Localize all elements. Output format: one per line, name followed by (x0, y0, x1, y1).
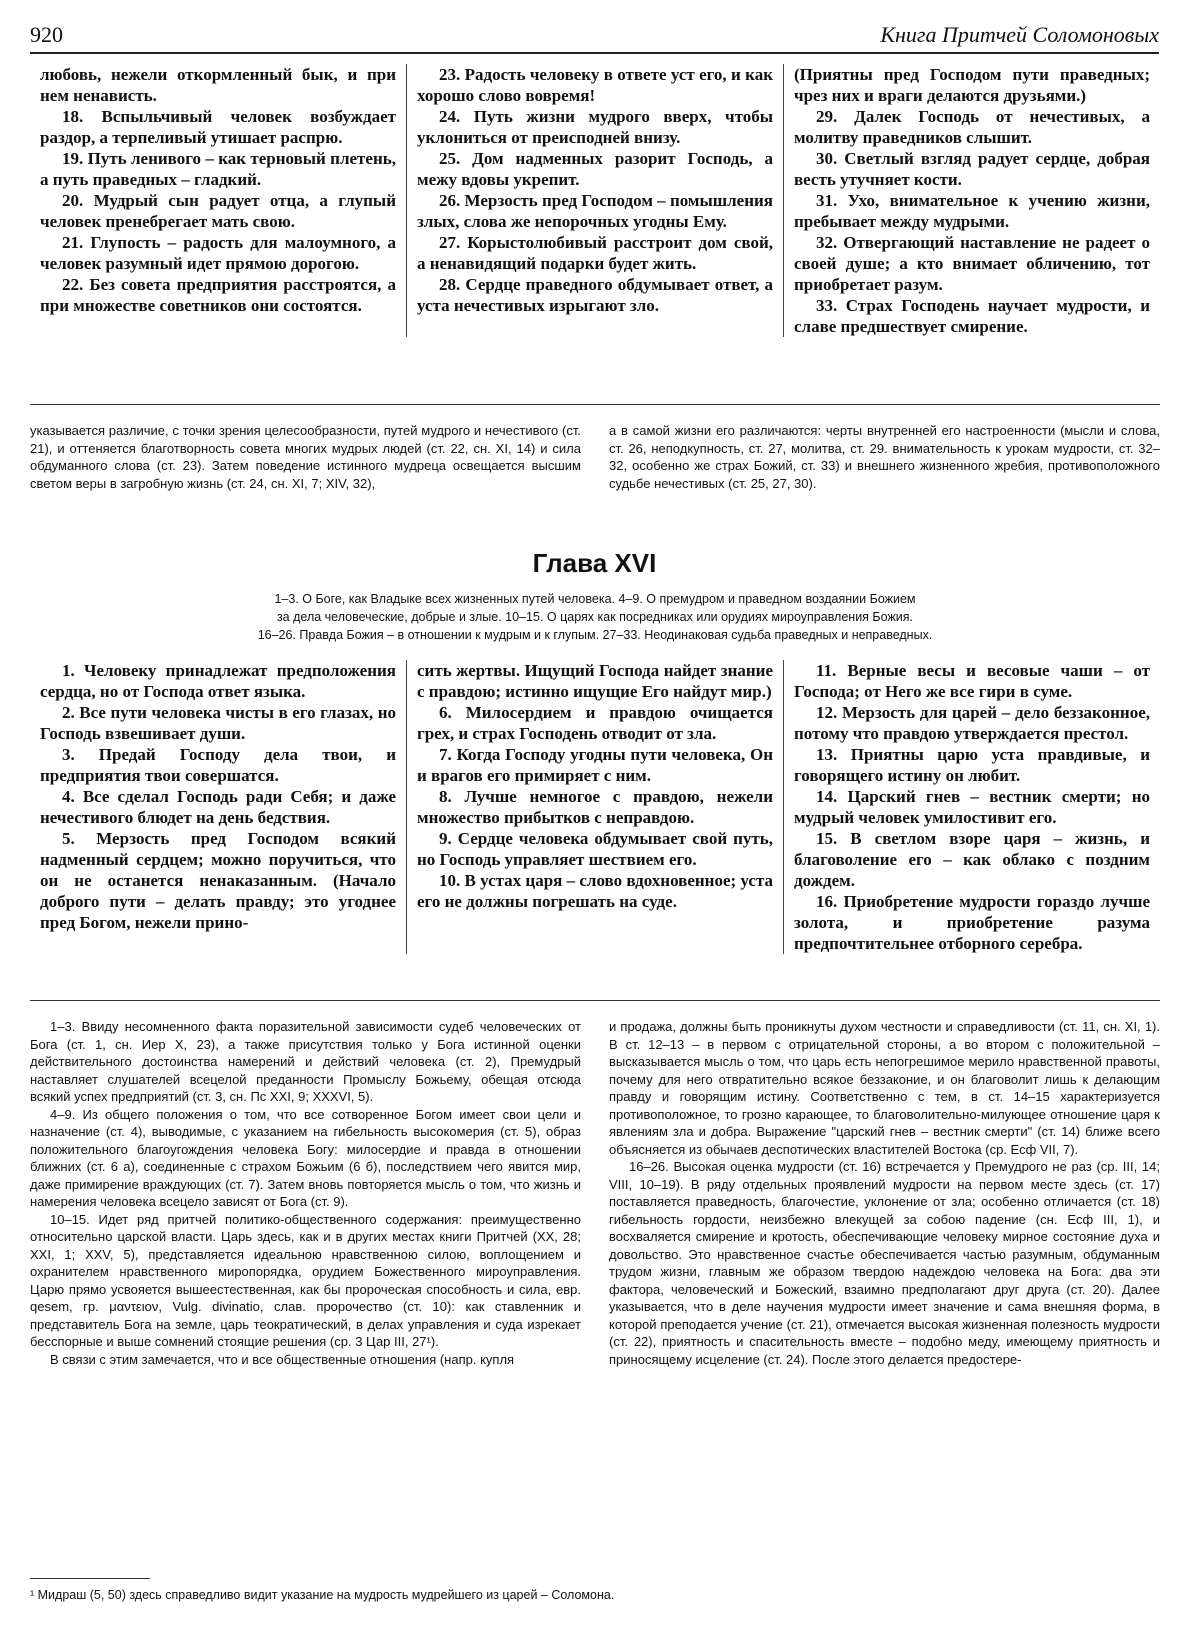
verse: 16. Приобретение мудрости гораздо лучше золота, и приобретение разума предпочтительнее отборного серебра. (794, 892, 1150, 953)
verse: 29. Далек Господь от нечестивых, а молитву праведников слышит. (794, 107, 1150, 147)
commentary-paragraph: В связи с этим замечается, что и все общественные отношения (напр. купля (50, 1351, 515, 1367)
chapter-verses-col-2 (406, 660, 783, 954)
verse: 31. Ухо, внимательное к учению жизни, пребывает между мудрыми. (794, 191, 1150, 231)
verse: 14. Царский гнев – вестник смерти; но мудрый человек умилостивит его. (794, 787, 1150, 827)
verse: 2. Все пути человека чисты в его глазах, но Господь взвешивает души. (40, 703, 396, 743)
commentary-paragraph: 1–3. Ввиду несомненного факта поразительной зависимости судеб человеческих от Бога (ст. 1, сн. Иер X, 23), а также присутствия только у Бога истинной оценки действительного достоинства намерений и действий человека (ст. 2), Премудрый наставляет слушателей всецелой преданности Промыслу Божьему, обещая отсюда всякий успех предприятий (ст. 3, сн. Пс XXI, 9; XXXVI, 5). (30, 1019, 581, 1104)
verse: 26. Мерзость пред Господом – помышления злых, слова же непорочных угодны Ему. (417, 191, 773, 231)
verse: 25. Дом надменных разорит Господь, а межу вдовы укрепит. (417, 149, 773, 189)
verse: 7. Когда Господу угодны пути человека, Он и врагов его примиряет с ним. (417, 745, 773, 785)
footnote-divider (30, 1578, 150, 1579)
verse: 27. Корыстолюбивый расстроит дом свой, а ненавидящий подарки будет жить. (417, 233, 773, 273)
top-commentary-left (30, 422, 581, 492)
verse: 12. Мерзость для царей – дело беззаконное, потому что правдою утверждается престол. (794, 703, 1150, 743)
top-verses-col-1 (30, 64, 406, 337)
commentary-paragraph: и продажа, должны быть проникнуты духом честности и справедливости (ст. 11, сн. XI, 1). В ст. 12–13 – в первом с отрицательной стороны, а во втором с положительной – высказывается мысль о том, что царь есть непогрешимое мерило нравственной правоты, почему для него отвратительно всякое беззаконие, и он благоволит лишь к делающим правду и говорящим истину. Соответственно с тем, в ст. 14–15 характеризуется противоположное, то грозно карающее, то благоволительно-милующее отношение царя к явлениям зла и добра. Выражение "царский гнев – вестник смерти" (ст. 14) ближе всего объясняется из обычаев деспотических властителей Востока (ср. Есф VII, 7). (609, 1019, 1160, 1157)
verse: 18. Вспыльчивый человек возбуждает раздор, а терпеливый утишает распрю. (40, 107, 396, 147)
verse: 1. Человеку принадлежат предположения сердца, но от Господа ответ языка. (40, 661, 396, 701)
summary-line: 16–26. Правда Божия – в отношении к мудрым и к глупым. 27–33. Неодинаковая судьба праведных и неправедных. (257, 628, 933, 642)
verse: 4. Все сделал Господь ради Себя; и даже нечестивого блюдет на день бедствия. (40, 787, 396, 827)
verse: 10. В устах царя – слово вдохновенное; уста его не должны погрешать на суде. (417, 871, 773, 911)
verse: 21. Глупость – радость для малоумного, а человек разумный идет прямою дорогою. (40, 233, 396, 273)
commentary-paragraph: а в самой жизни его различаются: черты внутренней его настроенности (мысли и слова, ст. 26, неподкупность, ст. 27, молитва, ст. 29. внимательность к урокам мудрости, ст. 32–32, особенно же страх Божий, ст. 33) и внешнего жизненного жребия, противоположного судьбе нечестивых (ст. 25, 27, 30). (609, 423, 1160, 491)
verse: 13. Приятны царю уста правдивые, и говорящего истину он любит. (794, 745, 1150, 785)
verse: 32. Отвергающий наставление не радеет о своей душе; а кто внимает обличению, тот приобретает разум. (794, 233, 1150, 294)
verse: 24. Путь жизни мудрого вверх, чтобы уклониться от преисподней внизу. (417, 107, 773, 147)
commentary-left (30, 1018, 581, 1368)
verse: 6. Милосердием и правдою очищается грех, и страх Господень отводит от зла. (417, 703, 773, 743)
summary-line: за дела человеческие, добрые и злые. 10–15. О царях как посредниках или орудиях мироуправления Божия. (276, 610, 914, 624)
top-commentary-right (609, 422, 1160, 492)
verse: 20. Мудрый сын радует отца, а глупый человек пренебрегает мать свою. (40, 191, 396, 231)
verse: 19. Путь ленивого – как терновый плетень, а путь праведных – гладкий. (40, 149, 396, 189)
verse: 15. В светлом взоре царя – жизнь, и благоволение его – как облако с поздним дождем. (794, 829, 1150, 890)
commentary-paragraph: 10–15. Идет ряд притчей политико-общественного содержания: преимущественно относительно царской власти. Царь здесь, как и в других местах книги Притчей (XX, 28; XXI, 1; XXV, 5), представляется идеальною нравственною силою, воплощением и охранителем нравственного миропорядка, орудием Божественного мироуправления. Царю прямо усвояется вышеестественная, как бы пророческая способность и сила, евр. qesem, гр. μαντειον, Vulg. divinatio, слав. пророчество (ст. 10): как ставленник и представитель Бога на земле, царь теократический, в делах управления и суда изрекает бесспорные и выше сомнений стоящие решения (ср. 3 Цар III, 27¹). (30, 1211, 581, 1349)
chapter-commentary (30, 1018, 1160, 1368)
page-header (30, 22, 1159, 54)
footnote: ¹ Мидраш (5, 50) здесь справедливо видит указание на мудрость мудрейшего из царей – Соломона. (30, 1588, 615, 1602)
chapter-verses-col-1 (30, 660, 406, 954)
verse: 3. Предай Господу дела твои, и предприятия твои совершатся. (40, 745, 396, 785)
running-title: Книга Притчей Соломоновых (880, 22, 1159, 47)
verse: 8. Лучше немногое с правдою, нежели множество прибытков с неправдою. (417, 787, 773, 827)
chapter-verses-col-3 (783, 660, 1160, 954)
verse: 11. Верные весы и весовые чаши – от Господа; от Него же все гири в суме. (794, 661, 1150, 701)
verse: 28. Сердце праведного обдумывает ответ, а уста нечестивых изрыгают зло. (417, 275, 773, 315)
verse: 30. Светлый взгляд радует сердце, добрая весть утучняет кости. (794, 149, 1150, 189)
chapter-summary (120, 590, 1070, 644)
verse: любовь, нежели откормленный бык, и при нем ненависть. (40, 65, 396, 105)
verse: 33. Страх Господень научает мудрости, и славе предшествует смирение. (794, 296, 1150, 336)
chapter-verses (30, 660, 1160, 954)
verse: 9. Сердце человека обдумывает свой путь, но Господь управляет шествием его. (417, 829, 773, 869)
verse: 22. Без совета предприятия расстроятся, а при множестве советников они состоятся. (40, 275, 396, 315)
top-verses-col-2 (406, 64, 783, 337)
verse: 5. Мерзость пред Господом всякий надменный сердцем; можно поручиться, что он не останется ненаказанным. (Начало доброго пути – делать правду; это угоднее пред Богом, нежели прино- (40, 829, 396, 932)
top-verses-col-3 (783, 64, 1160, 337)
top-commentary (30, 422, 1160, 492)
divider (30, 1000, 1160, 1001)
page-number: 920 (30, 22, 63, 47)
verse: сить жертвы. Ищущий Господа найдет знание с правдою; истинно ищущие Его найдут мир.) (417, 661, 773, 701)
commentary-paragraph: 16–26. Высокая оценка мудрости (ст. 16) встречается у Премудрого не раз (ср. III, 14; VIII, 10–19). В ряду отдельных проявлений мудрости на первом месте здесь (ст. 17) поставляется праведность, благочестие, уклонение от зла; особенно отличается (ст. 18) гибельность гордости, неизбежно влекущей за собою падение (сн. Есф III, 1), и восхваляется смирение и кротость, обеспечивающие человеку мирное состояние духа и довольство. Это нравственное счастье обеспечивается частью разумным, обдуманным трудом жизни, главным же образом твердою надеждою человека на Бога: два эти фактора, человеческий и Божеский, взаимно предполагают друг друга (ст. 20). Далее указывается, что в деле научения мудрости имеет значение и сама внешняя форма, в которой преподается учение (ст. 21), отмечается высокая жизненная полезность мудрости (ст. 22), приятность и спасительность вместе – подобно меду, имеющему приятность и приносящему исцеление (ст. 24). После этого делается предостере- (609, 1159, 1160, 1367)
commentary-right (609, 1018, 1160, 1368)
commentary-paragraph: 4–9. Из общего положения о том, что все сотворенное Богом имеет свои цели и назначение (ст. 4), выводимые, с указанием на гибельность высокомерия (ст. 5), образ положительного благоугождения человека Богу: милосердие и правда в отношении ближних (ст. 6 а), соединенные с страхом Божьим (6 б), последствием чего явится мир, даже примирение враждующих (ст. 7). Затем вновь повторяется мысль о том, что жизнь и намерения человека всецело зависят от Бога (ст. 9). (30, 1106, 581, 1209)
top-verses (30, 64, 1160, 337)
commentary-paragraph: указывается различие, с точки зрения целесообразности, путей мудрого и нечестивого (ст. 21), и оттеняется благотворность совета многих мудрых людей (ст. 22, сн. XI, 14) и сила обдуманного слова (ст. 23). Затем поведение истинного мудреца освещается высшим светом веры в загробную жизнь (ст. 24, сн. XI, 7; XIV, 32), (30, 423, 581, 491)
verse: (Приятны пред Господом пути праведных; чрез них и враги делаются друзьями.) (794, 65, 1150, 105)
summary-line: 1–3. О Боге, как Владыке всех жизненных путей человека. 4–9. О премудром и праведном воздаянии Божием (274, 592, 916, 606)
divider (30, 404, 1160, 405)
chapter-title: Глава XVI (532, 548, 657, 578)
verse: 23. Радость человеку в ответе уст его, и как хорошо слово вовремя! (417, 65, 773, 105)
